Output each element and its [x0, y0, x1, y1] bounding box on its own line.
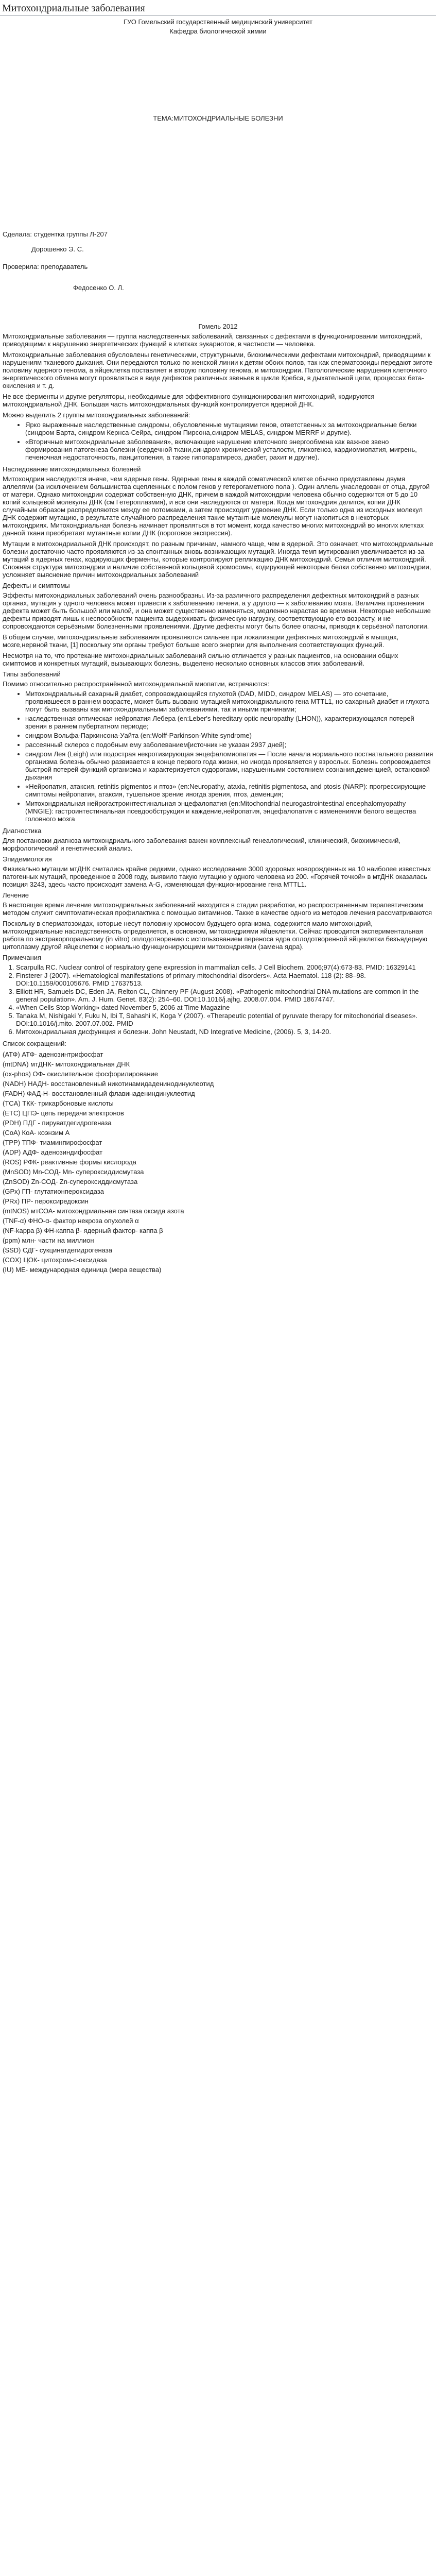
teacher-name: Федосенко О. Л. — [73, 284, 124, 292]
section-heading-abbreviations: Список сокращений: — [3, 1040, 66, 1047]
section-heading-diagnostics: Диагностика — [3, 827, 42, 835]
types-intro: Помимо относительно распространённой митохондриальной миопатии, встречаются: — [3, 680, 270, 688]
header-block — [3, 18, 433, 35]
student-name: Дорошенко Э. С. — [31, 245, 84, 253]
topic-title: ТЕМА:МИТОХОНДРИАЛЬНЫЕ БОЛЕЗНИ — [153, 114, 283, 122]
abbreviation-item: (SSD) СДГ- сукцинатдегидрогеназа — [3, 1246, 112, 1254]
abbreviation-item: (GPx) ГП- глутатионпероксидаза — [3, 1188, 104, 1195]
abbreviations-list — [3, 1050, 433, 1274]
abbreviation-item: (ETC) ЦПЭ- цепь передачи электронов — [3, 1109, 124, 1117]
abbreviation-item: (mtDNA) мтДНК- митохондриальная ДНК — [3, 1060, 130, 1068]
defects-paragraph-1: Эффекты митохондриальных заболеваний очень разнообразны. Из-за различного распределения дефектных митохондрий в разных органах, мутация у одного человека может привести к заболеванию печени, а у другого — к заболеванию мозга. Величина проявления дефекта может быть большой или малой, и она может существенно изменяться, медленно нарастая во времени. Некоторые небольшие дефекты приводят лишь к неспособности пациента выдерживать физическую нагрузку, соответствующую его возрасту, и не сопровождаются серьёзными болезненными проявлениями. Другие дефекты могут быть более опасны, приводя к серьёзной патологии. — [3, 591, 431, 630]
epidemiology-paragraph: Физикально мутации мтДНК считались крайне редкими, однако исследование 3000 здоровых новорожденных на 10 наиболее известных патогенных мутаций, проведенное в 2008 году, выявило такую мутацию у одного человека из 200. «Горячей точкой» в мтДНК оказалась позиция 3243, здесь часто происходит замена A-G, изменяющая функционирование гена MTTL1. — [3, 865, 431, 888]
abbreviation-item: (MnSOD) Mn-СОД- Mn- супероксиддисмутаза — [3, 1168, 144, 1176]
intro-paragraph-4: Можно выделить 2 группы митохондриальных заболеваний: — [3, 411, 190, 419]
list-item: • Ярко выраженные наследственные синдромы, обусловленные мутациями генов, ответственных за митохондриальные белки (синдром Барта, синдром Кернса-Сейра, синдром Пирсона,синдром MELAS, синдром MERRF и другие). — [25, 421, 433, 436]
abbreviation-item: (PRx) ПР- пероксиредоксин — [3, 1197, 89, 1205]
list-item: • Митохондриальный сахарный диабет, сопровождающийся глухотой (DAD, MIDD, синдром MELAS) — это сочетание, проявившееся в раннем возрасте, может быть вызвано мутацией митохондриального гена MTTL1, но сахарный диабет и глухота могут быть вызваны как митохондриальными заболеваниями, так и иными причинами; — [25, 690, 433, 713]
intro-paragraph-1: Митохондриальные заболевания — группа наследственных заболеваний, связанных с дефектами в функционировании митохондрий, приводящими к нарушению энергетических функций в клетках эукариотов, в частности — человека. — [3, 332, 422, 348]
abbreviation-item: (TPP) ТПФ- тиаминпирофосфат — [3, 1139, 102, 1146]
treatment-paragraph-2: Поскольку в сперматозоидах, которые несут половину хромосом будущего организма, содержится мало митохондрий, митохондриальные наследственность определяется, в основном, митохондриями яйцеклетки. Сейчас проводится экспериментальная работа по экстракорпоральному (in vitro) оплодотворению с использованием переноса ядра оплодотворенной яйцеклетки безъядерную цитоплазму другой яйцеклетки с нормально функционирующими митохондриями (замена ядра). — [3, 920, 428, 951]
diagnostics-paragraph: Для постановки диагноза митохондриального заболевания важен комплексный генеалогический, клинический, биохимический, морфологический и генетический анализ. — [3, 837, 400, 852]
section-heading-heredity: Наследование митохондриальных болезней — [3, 465, 141, 473]
intro-section — [3, 332, 433, 419]
reference-item: 4. «When Cells Stop Working» dated November 5, 2006 at Time Magazine — [16, 1004, 433, 1011]
list-item: • «Вторичные митохондриальные заболевания», включающие нарушение клеточного энергообмена как важное звено формирования патогенеза болезни (сердечной ткани,синдром хронической усталости, гликогеноз, кардиомиопатия, мигрень, печеночная недостаточность, панцитопения, а также гипопаратиреоз, диабет, рахит и другие). — [25, 438, 433, 461]
list-item: • «Нейропатия, атаксия, retinitis pigmentos и птоз» (en:Neuropathy, ataxia, retinitis pigmentosa, and ptosis (NARP): прогрессирующие симптомы нейропатия, атаксия, тушельное зрение иногда зрения, птоз, деменция; — [25, 783, 433, 798]
section-heading-epidemiology: Эпидемиология — [3, 855, 52, 863]
abbreviation-item: (FADH) ФАД-Н- восстановленный флавинадениндинуклеотид — [3, 1090, 195, 1097]
abbreviation-item: (ppm) млн- части на миллион — [3, 1236, 94, 1244]
section-heading-defects: Дефекты и симптомы — [3, 582, 70, 589]
section-heading-treatment: Лечение — [3, 891, 29, 899]
heredity-paragraph-1: Митохондрии наследуются иначе, чем ядерные гены. Ядерные гены в каждой соматической клетке обычно представлены двумя аллелями (за исключением большинства сцепленных с полом генов у гетерогаметного пола ). Один аллель унаследован от отца, другой от матери. Однако митохондрии содержат собственную ДНК, причем в каждой митохондрии человека обычно содержится от 5 до 10 копий кольцевой молекулы ДНК (см Гетероплазмия), и все они наследуются от матери. Когда митохондрия делится, копии ДНК случайным образом распределяются между ее потомками, а затем происходит удвоение ДНК. Если только одна из исходных молекул ДНК содержит мутацию, в результате случайного распределения такие мутантные молекулы могут накопиться в некоторых митохондриях. Митохондриальная болезнь начинает проявляться в тот момент, когда качество многих митохондрий во многих клетках данной ткани преобретает мутантные копии ДНК (пороговое экспрессия). — [3, 475, 430, 537]
abbreviation-item: (NADH) НАДН- восстановленный никотинамидаденинодинуклеотид — [3, 1080, 214, 1088]
defects-paragraph-2: В общем случае, митохондриальные заболевания проявляются сильнее при локализации дефектных митохондрий в мышцах, мозге,нервной ткани, [1] поскольку эти органы требуют больше всего энергии для выполнения соответствующих функций. — [3, 633, 399, 649]
reference-item: 1. Scarpulla RC. Nuclear control of respiratory gene expression in mammalian cells. J Cell Biochem. 2006;97(4):673-83. PMID: 16329141 — [16, 963, 433, 971]
reference-item: 2. Finsterer J (2007). «Hematological manifestations of primary mitochondrial disorders». Acta Haematol. 118 (2): 88–98. DOI:10.1159/000105676. PMID 17637513. — [16, 972, 433, 987]
heredity-paragraph-2: Мутации в митохондриальной ДНК происходят, по разным причинам, намного чаще, чем в ядерной. Это означает, что митохондриальные болезни достаточно часто проявляются из-за спонтанных вновь возникающих мутаций. Иногда темп мутирования увеличивается из-за мутаций в ядерных генах, кодирующих ферменты, которые контролируют репликацию ДНК митохондрий. Семья отличия митохондрий. Сложная структура митохондрии и наличие собственной кольцевой хромосомы, кодирующей некоторые белки собственно митохондрии, усложняет выяснение причин митохондриальных заболеваний — [3, 540, 433, 579]
list-item: • наследственная оптическая нейропатия Лебера (en:Leber's hereditary optic neuropathy (LHON)), характеризующаяся потерей зрения в раннем пубертатном периоде; — [25, 715, 433, 730]
abbreviation-item: (TNF-α) ФНО-α- фактор некроза опухолей α — [3, 1217, 139, 1225]
intro-paragraph-2: Митохондриальные заболевания обусловлены генетическими, структурными, биохимическими дефектами митохондрий, приводящими к нарушениям тканевого дыхания. Они передаются только по женской линии к детям обоих полов, так как сперматозоиды передают зиготе половину ядерного генома, а яйцеклетка поставляет и вторую половину генома, и митохондрии. Патологические нарушения клеточного энергетического обмена могут проявляться в виде дефектов различных звеньев в цикле Кребса, в дыхательной цепи, процессах бета-окисления и т. д. — [3, 351, 432, 389]
list-item: • синдром Вольфа-Паркинсона-Уайта (en:Wolff-Parkinson-White syndrome) — [25, 732, 433, 739]
department-name: Кафедра биологической химии — [169, 27, 267, 35]
document-content — [0, 18, 436, 1274]
abbreviation-item: (АТФ) АТФ- аденозинтрифосфат — [3, 1050, 103, 1058]
list-item: • Митохондриальная нейрогастроинтестинальная энцефалопатия (en:Mitochondrial neurogastrointestinal encephalomyopathy (MNGIE): гастроинтестинальная псевдообструкция и каждение,нейропатия, энцефалопатия с изменениями белого вещества головного мозга — [25, 800, 433, 823]
abbreviation-item: (ox-phos) ОФ- окислительное фосфорилирование — [3, 1070, 159, 1078]
types-list — [3, 690, 433, 823]
abbreviation-item: (mtNOS) мтСОА- митохондриальная синтаза оксида азота — [3, 1207, 184, 1215]
section-heading-types: Типы заболеваний — [3, 670, 61, 678]
abbreviation-item: (NF-kappa β) ФН-каппа β- ядерный фактор- каппа β — [3, 1227, 163, 1234]
intro-paragraph-3: Не все ферменты и другие регуляторы, необходимые для эффективного функционирования митохондрий, кодируются митохондриальной ДНК. Большая часть митохондриальных функций контролируется ядерной ДНК. — [3, 393, 375, 408]
treatment-paragraph-1: В настоящее время лечение митохондриальных заболеваний находится в стадии разработки, но распространенным терапевтическим методом служит симптоматическая профилактика с помощью витаминов. Также в качестве одного из методов лечения рассматриваются — [3, 901, 432, 917]
abbreviation-item: (ADP) АДФ- аденозиндифосфат — [3, 1148, 103, 1156]
section-heading-notes: Примечания — [3, 954, 42, 961]
abbreviation-item: (TCA) ТКК- трикарбоновые кислоты — [3, 1099, 114, 1107]
groups-list — [3, 421, 433, 461]
abbreviation-item: (CoA) КоА- коэнзим А — [3, 1129, 70, 1137]
reference-item: 5. Tanaka M, Nishigaki Y, Fuku N, Ibi T, Sahashi K, Koga Y (2007). «Therapeutic potential of pyruvate therapy for mitochondrial diseases». DOI:10.1016/j.mito. 2007.07.002. PMID — [16, 1012, 433, 1027]
checked-by-label: Проверила: преподаватель — [3, 263, 88, 270]
reference-item: 3. Elliott HR, Samuels DC, Eden JA, Relton CL, Chinnery PF (August 2008). «Pathogenic mitochondrial DNA mutations are common in the general population». Am. J. Hum. Genet. 83(2): 254–60. DOI:10.1016/j.ajhg. 2008.07.004. PMID 18674747. — [16, 988, 433, 1003]
page-title: Митохондриальные заболевания — [0, 0, 436, 16]
list-item: • рассеянный склероз с подобным ему заболеванием[источник не указан 2937 дней]; — [25, 741, 433, 749]
abbreviation-item: (PDH) ПДГ - пируватдегидрогеназа — [3, 1119, 112, 1127]
institution-name: ГУО Гомельский государственный медицинский университет — [123, 18, 313, 26]
references-list — [3, 963, 433, 1036]
city-year: Гомель 2012 — [198, 323, 238, 330]
defects-paragraph-3: Несмотря на то, что протекание митохондриальных заболеваний сильно отличается у разных пациентов, на основании общих симптомов и конкретных мутаций, вызывающих болезнь, выделено несколько основных классов этих заболеваний. — [3, 652, 398, 667]
abbreviation-item: (ROS) РФК- реактивные формы кислорода — [3, 1158, 136, 1166]
authors-block — [3, 230, 433, 292]
reference-item: 6. Митохондриальная дисфункция и болезни. John Neustadt, ND Integrative Medicine, (2006). 5, 3, 14-20. — [16, 1028, 433, 1036]
abbreviation-item: (IU) МЕ- международная единица (мера вещества) — [3, 1266, 162, 1274]
abbreviation-item: (ZnSOD) Zn-СОД- Zn-супероксиддисмутаза — [3, 1178, 138, 1185]
list-item: • синдром Лея (Leigh) или подострая некротизирующая энцефаломиопатия — После начала нормального постнатального развития организма болезнь обычно развивается в конце первого года жизни, но иногда проявляется у взрослых. Болезнь сопровождается быстрой потерей функций организма и характеризуется судорогами, нарушенными состоянием сознания,деменцией, остановкой дыхания — [25, 750, 433, 781]
done-by-label: Сделала: студентка группы Л-207 — [3, 230, 108, 238]
abbreviation-item: (COX) ЦОК- цитохром-с-оксидаза — [3, 1256, 107, 1264]
